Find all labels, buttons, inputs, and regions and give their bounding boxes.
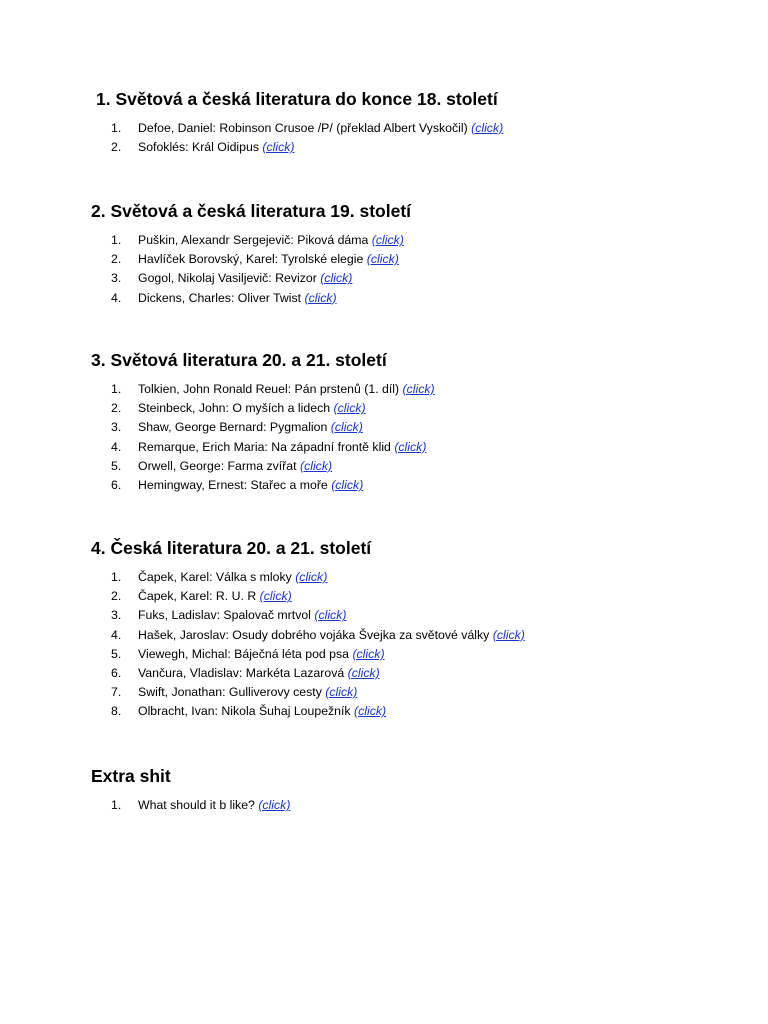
item-number: 6. xyxy=(111,477,122,492)
item-number: 4. xyxy=(111,290,122,305)
item-text: Swift, Jonathan: Gulliverovy cesty xyxy=(138,685,322,700)
book-list xyxy=(111,231,404,308)
click-link[interactable]: (click) xyxy=(471,121,504,135)
book-list xyxy=(111,796,290,815)
list-item xyxy=(111,438,435,457)
item-number: 1. xyxy=(111,233,122,247)
item-number: 8. xyxy=(111,704,122,719)
click-link[interactable]: (click) xyxy=(304,290,337,305)
list-item xyxy=(111,702,525,721)
item-text: Olbracht, Ivan: Nikola Šuhaj Loupežník xyxy=(138,704,351,719)
section-extra xyxy=(91,764,731,812)
section-heading: 1. Světová a česká literatura do konce 18. století xyxy=(96,89,498,109)
section-world-20th-21st xyxy=(91,348,731,492)
item-text: Vančura, Vladislav: Markéta Lazarová xyxy=(138,665,345,680)
click-link[interactable]: (click) xyxy=(258,798,291,812)
item-text: Defoe, Daniel: Robinson Crusoe /P/ (překlad Albert Vyskočil) xyxy=(138,121,468,135)
list-item xyxy=(111,138,503,157)
section-heading: 3. Světová literatura 20. a 21. století xyxy=(91,350,387,370)
item-number: 1. xyxy=(111,798,122,812)
item-number: 3. xyxy=(111,420,122,435)
list-item xyxy=(111,606,525,625)
list-item xyxy=(111,289,404,308)
item-text: Remarque, Erich Maria: Na západní frontě klid xyxy=(138,439,391,454)
click-link[interactable]: (click) xyxy=(366,252,399,267)
list-item xyxy=(111,796,290,815)
section-heading: 2. Světová a česká literatura 19. století xyxy=(91,201,412,221)
list-item xyxy=(111,645,525,664)
click-link[interactable]: (click) xyxy=(371,233,404,247)
click-link[interactable]: (click) xyxy=(394,439,427,454)
list-item xyxy=(111,231,404,250)
click-link[interactable]: (click) xyxy=(354,704,387,719)
item-text: Sofoklés: Král Oidipus xyxy=(138,140,259,155)
item-number: 4. xyxy=(111,627,122,642)
click-link[interactable]: (click) xyxy=(320,271,353,286)
click-link[interactable]: (click) xyxy=(352,646,385,661)
click-link[interactable]: (click) xyxy=(259,589,292,604)
item-number: 3. xyxy=(111,608,122,623)
click-link[interactable]: (click) xyxy=(402,382,435,396)
section-heading: 4. Česká literatura 20. a 21. století xyxy=(91,538,372,558)
book-list xyxy=(111,568,525,722)
item-text: Hašek, Jaroslav: Osudy dobrého vojáka Švejka za světové války xyxy=(138,627,490,642)
list-item xyxy=(111,380,435,399)
list-item xyxy=(111,457,435,476)
click-link[interactable]: (click) xyxy=(333,401,366,416)
item-number: 3. xyxy=(111,271,122,286)
click-link[interactable]: (click) xyxy=(492,627,525,642)
section-czech-20th-21st xyxy=(91,536,731,719)
item-number: 2. xyxy=(111,401,122,416)
click-link[interactable]: (click) xyxy=(295,570,328,584)
item-number: 1. xyxy=(111,121,122,135)
item-number: 2. xyxy=(111,140,122,155)
item-text: Steinbeck, John: O myších a lidech xyxy=(138,401,331,416)
click-link[interactable]: (click) xyxy=(299,458,333,473)
click-link[interactable]: (click) xyxy=(262,140,295,155)
list-item xyxy=(111,119,503,138)
item-number: 1. xyxy=(111,570,122,584)
item-number: 5. xyxy=(111,646,122,661)
item-text: Puškin, Alexandr Sergejevič: Piková dáma xyxy=(138,233,369,247)
item-text: Čapek, Karel: Válka s mloky xyxy=(138,570,292,584)
click-link[interactable]: (click) xyxy=(347,665,380,680)
item-number: 6. xyxy=(111,665,122,680)
item-text: What should it b like? xyxy=(138,798,255,812)
item-text: Orwell, George: Farma zvířat xyxy=(138,458,297,473)
item-number: 4. xyxy=(111,439,122,454)
click-link[interactable]: (click) xyxy=(325,685,358,700)
list-item xyxy=(111,683,525,702)
section-18th-century xyxy=(96,87,736,155)
item-text: Hemingway, Ernest: Stařec a moře xyxy=(138,477,328,492)
list-item xyxy=(111,587,525,606)
list-item xyxy=(111,418,435,437)
click-link[interactable]: (click) xyxy=(314,608,347,623)
item-text: Havlíček Borovský, Karel: Tyrolské elegie xyxy=(138,252,364,267)
item-text: Tolkien, John Ronald Reuel: Pán prstenů (1. díl) xyxy=(138,382,400,396)
item-number: 1. xyxy=(111,382,122,396)
list-item xyxy=(111,399,435,418)
item-text: Fuks, Ladislav: Spalovač mrtvol xyxy=(138,608,311,623)
item-number: 7. xyxy=(111,685,122,700)
item-text: Gogol, Nikolaj Vasiljevič: Revizor xyxy=(138,271,317,286)
list-item xyxy=(111,664,525,683)
item-number: 2. xyxy=(111,252,122,267)
list-item xyxy=(111,269,404,288)
item-text: Viewegh, Michal: Báječná léta pod psa xyxy=(138,646,350,661)
list-item xyxy=(111,476,435,495)
click-link[interactable]: (click) xyxy=(331,477,364,492)
item-number: 5. xyxy=(111,458,122,473)
item-text: Shaw, George Bernard: Pygmalion xyxy=(138,420,328,435)
list-item xyxy=(111,568,525,587)
click-link[interactable]: (click) xyxy=(330,420,363,435)
list-item xyxy=(111,250,404,269)
section-heading: Extra shit xyxy=(91,766,171,786)
section-19th-century xyxy=(91,199,731,305)
item-number: 2. xyxy=(111,589,122,604)
book-list xyxy=(111,380,435,495)
book-list xyxy=(111,119,503,157)
list-item xyxy=(111,626,525,645)
item-text: Čapek, Karel: R. U. R xyxy=(138,589,257,604)
item-text: Dickens, Charles: Oliver Twist xyxy=(138,290,302,305)
